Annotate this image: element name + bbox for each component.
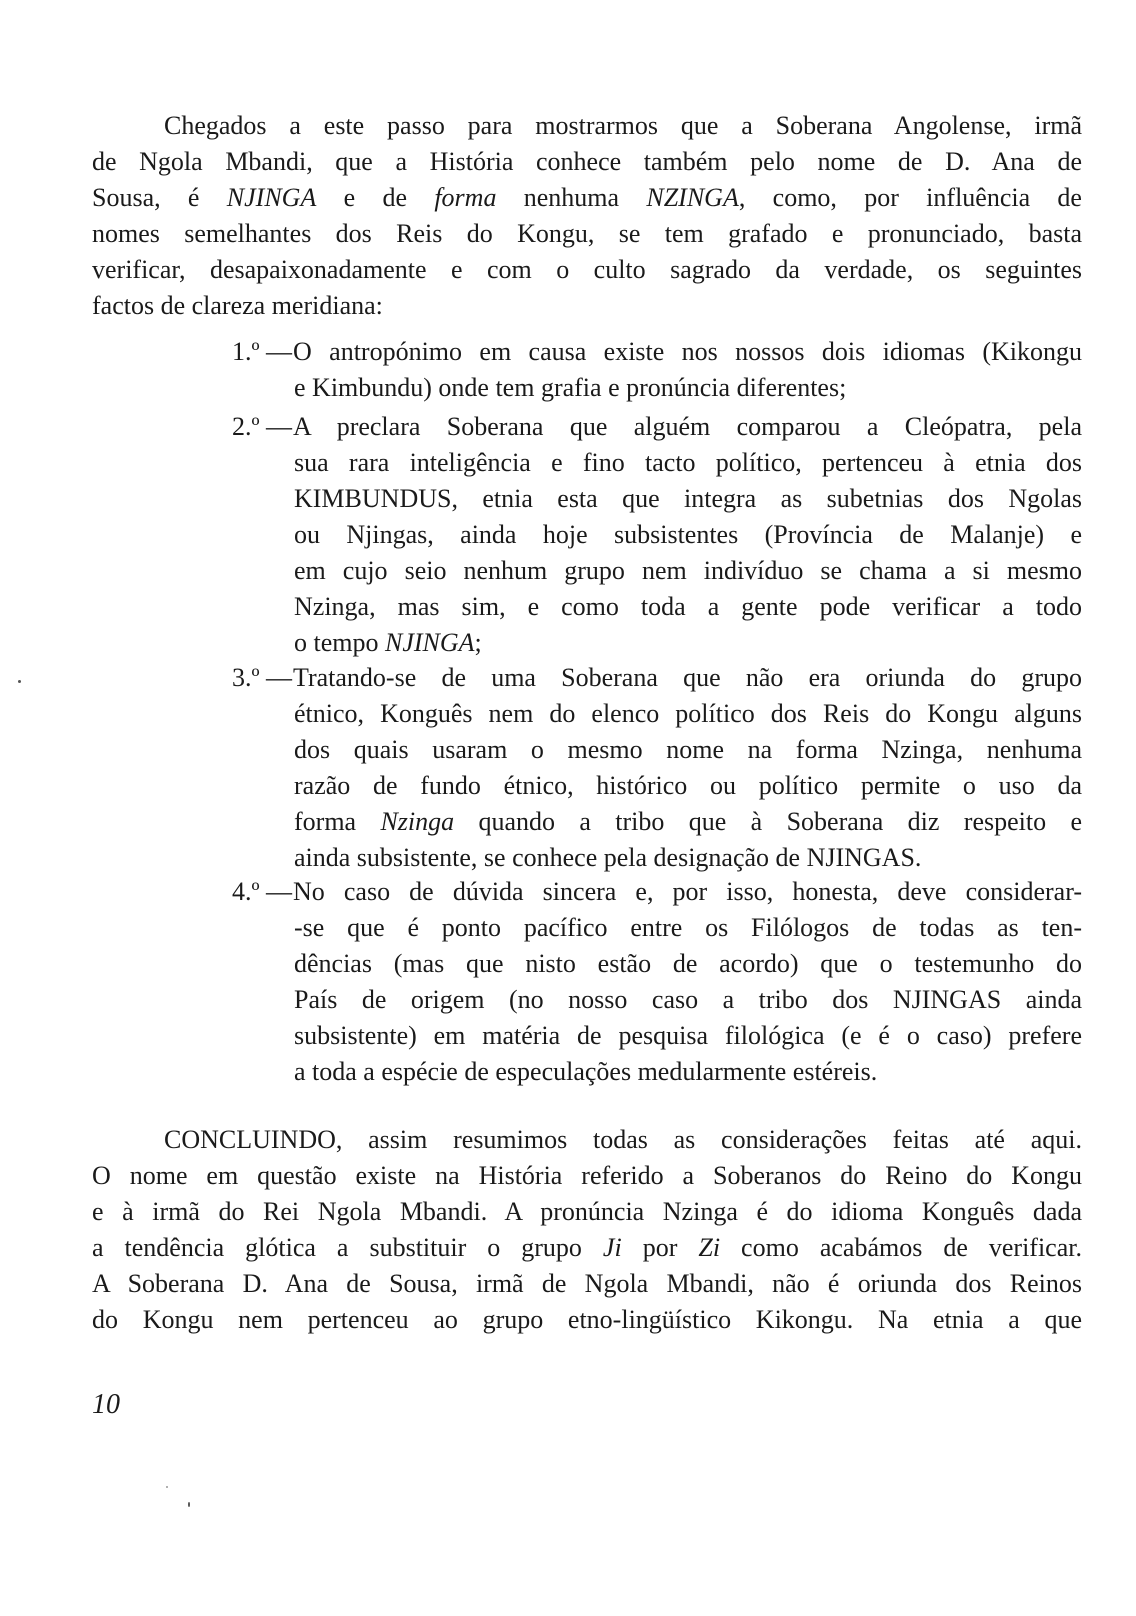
item-line: étnico, Konguês nem do elenco político dos Reis do Kongu alguns [294, 699, 1082, 728]
item-line [294, 804, 1082, 840]
text-run: e de [316, 183, 435, 212]
item-line: Tratando-se de uma Soberana que não era oriunda do grupo [293, 663, 1082, 692]
text-run: , como, por influência de [738, 183, 1082, 212]
paragraph-line [92, 1230, 1082, 1266]
item-line: KIMBUNDUS, etnia esta que integra as subetnias dos Ngolas [294, 484, 1082, 513]
item-line [294, 625, 1082, 661]
item-line: País de origem (no nosso caso a tribo dos NJINGAS ainda [294, 985, 1082, 1014]
emphasis-forma: forma [434, 183, 497, 212]
item-line: dências (mas que nisto estão de acordo) que o testemunho do [294, 949, 1082, 978]
text-run: quando a tribo que à Soberana diz respeito e [454, 807, 1082, 836]
text-run: Sousa, é [92, 183, 227, 212]
paragraph-line: do Kongu nem pertenceu ao grupo etno-lingüístico Kikongu. Na etnia a que [92, 1305, 1082, 1334]
item-number: 4.º — [232, 877, 293, 906]
scan-speck [188, 1502, 190, 1507]
item-number: 1.º — [232, 337, 293, 366]
text-run: a tendência glótica a substituir o grupo [92, 1233, 603, 1262]
text-run: como acabámos de verificar. [720, 1233, 1082, 1262]
emphasis-nzinga: NZINGA [646, 183, 739, 212]
paragraph-line: verificar, desapaixonadamente e com o culto sagrado da verdade, os seguintes [92, 255, 1082, 284]
item-line: No caso de dúvida sincera e, por isso, honesta, deve considerar- [293, 877, 1082, 906]
paragraph-line [92, 180, 1082, 216]
item-line: ainda subsistente, se conhece pela designação de NJINGAS. [294, 843, 922, 872]
item-line: A preclara Soberana que alguém comparou a Cleópatra, pela [293, 412, 1082, 441]
item-line: razão de fundo étnico, histórico ou político permite o uso da [294, 771, 1082, 800]
item-number: 2.º — [232, 412, 293, 441]
paragraph-line: Chegados a este passo para mostrarmos que a Soberana Angolense, irmã [164, 111, 1082, 140]
item-line: a toda a espécie de especulações medularmente estéreis. [294, 1057, 878, 1086]
text-run: forma [294, 807, 381, 836]
conclusion-paragraph [92, 1122, 1082, 1338]
emphasis-nzinga: Nzinga [380, 807, 455, 836]
item-body [294, 660, 1082, 876]
emphasis-njinga: NJINGA [385, 628, 475, 657]
item-line: sua rara inteligência e fino tacto político, pertenceu à etnia dos [294, 448, 1082, 477]
item-body [294, 409, 1082, 661]
paragraph-line: A Soberana D. Ana de Sousa, irmã de Ngola Mbandi, não é oriunda dos Reinos [92, 1269, 1082, 1298]
item-line: e Kimbundu) onde tem grafia e pronúncia diferentes; [294, 373, 847, 402]
item-line: em cujo seio nenhum grupo nem indivíduo se chama a si mesmo [294, 556, 1082, 585]
item-line: -se que é ponto pacífico entre os Filólogos de todas as ten- [294, 913, 1082, 942]
paragraph-line: e à irmã do Rei Ngola Mbandi. A pronúncia Nzinga é do idioma Konguês dada [92, 1197, 1082, 1226]
intro-paragraph [92, 108, 1082, 324]
paragraph-line: CONCLUINDO, assim resumimos todas as considerações feitas até aqui. [164, 1125, 1082, 1154]
item-line: Nzinga, mas sim, e como toda a gente pode verificar a todo [294, 592, 1082, 621]
item-line: O antropónimo em causa existe nos nossos dois idiomas (Kikongu [293, 337, 1082, 366]
item-line: subsistente) em matéria de pesquisa filológica (e é o caso) prefere [294, 1021, 1082, 1050]
text-run: por [621, 1233, 699, 1262]
item-line: ou Njingas, ainda hoje subsistentes (Província de Malanje) e [294, 520, 1082, 549]
scan-speck [166, 1486, 168, 1488]
emphasis-zi: Zi [698, 1233, 721, 1262]
page-number: 10 [92, 1389, 120, 1420]
scan-speck [18, 680, 21, 683]
paragraph-line: factos de clareza meridiana: [92, 291, 383, 320]
text-run: o tempo [294, 628, 385, 657]
item-body [294, 334, 1082, 406]
item-body [294, 874, 1082, 1090]
item-number: 3.º — [232, 663, 293, 692]
emphasis-njinga: NJINGA [226, 183, 317, 212]
text-run: ; [474, 628, 482, 657]
text-run: nenhuma [496, 183, 647, 212]
paragraph-line: O nome em questão existe na História referido a Soberanos do Reino do Kongu [92, 1161, 1082, 1190]
item-line: dos quais usaram o mesmo nome na forma Nzinga, nenhuma [294, 735, 1082, 764]
paragraph-line: nomes semelhantes dos Reis do Kongu, se tem grafado e pronunciado, basta [92, 219, 1082, 248]
emphasis-ji: Ji [602, 1233, 622, 1262]
paragraph-line: de Ngola Mbandi, que a História conhece também pelo nome de D. Ana de [92, 147, 1082, 176]
